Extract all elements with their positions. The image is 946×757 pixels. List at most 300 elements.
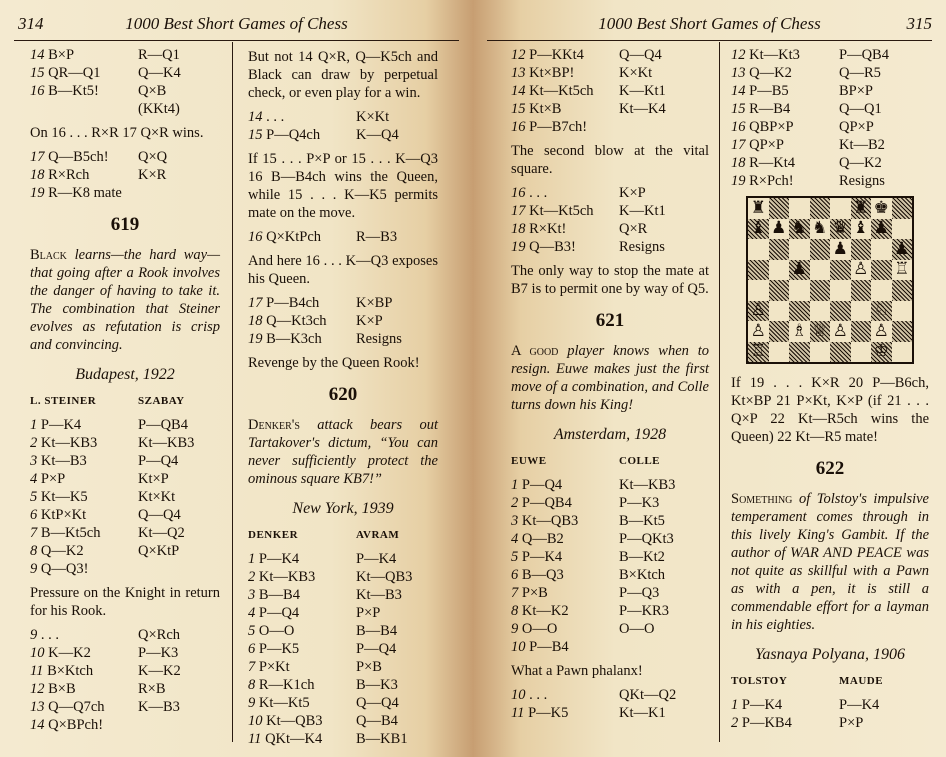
- move-row: [511, 602, 709, 620]
- white-move-text: P—K4: [40, 417, 82, 433]
- white-move-text: P—Q4: [521, 477, 563, 493]
- board-square: [789, 239, 810, 260]
- black-move: P—QKt3: [619, 531, 674, 547]
- white-move: [30, 506, 138, 524]
- white-move-text: Kt×B: [529, 101, 562, 117]
- white-move-text: B—Q3: [521, 567, 564, 583]
- white-move: [248, 294, 356, 312]
- black-move: B—KB1: [356, 731, 408, 747]
- white-move-text: Kt—Kt5ch: [529, 83, 594, 99]
- board-square: [748, 260, 769, 281]
- move-number: 2: [511, 495, 519, 511]
- board-square: [851, 239, 872, 260]
- white-move-text: Q—Q3!: [40, 561, 89, 577]
- left-col-1: [30, 46, 220, 734]
- board-square: [789, 301, 810, 322]
- board-square: [871, 280, 892, 301]
- black-move: K—Q4: [356, 127, 399, 143]
- move-number: 16: [511, 119, 526, 135]
- annotation: If 19 . . . K×R 20 P—B6ch, Kt×BP 21 P×Kt, K×P (if 21 . . . Q×P 22 Kt—R5ch wins the Queen) 22 Kt—R5 mate!: [731, 375, 929, 445]
- move-number: 5: [511, 549, 519, 565]
- annotation: What a Pawn phalanx!: [511, 663, 643, 679]
- board-square: [769, 198, 790, 219]
- white-move-text: P—QB4: [521, 495, 572, 511]
- move-number: 14: [731, 83, 746, 99]
- move-row: [511, 202, 709, 220]
- black-player: MAUDE: [839, 675, 884, 687]
- page-number: 314: [18, 14, 44, 33]
- players-header: [511, 452, 709, 470]
- board-square: [851, 321, 872, 342]
- move-number: 17: [30, 149, 45, 165]
- white-move: [511, 512, 619, 530]
- white-move: [511, 584, 619, 602]
- white-move: [30, 716, 138, 734]
- move-number: 11: [511, 705, 525, 721]
- move-row: [30, 100, 220, 118]
- move-list: [30, 626, 220, 734]
- black-move: Q×R: [619, 221, 648, 237]
- white-move-text: B×B: [48, 681, 76, 697]
- move-row: [248, 712, 438, 730]
- move-number: 10: [511, 639, 526, 655]
- move-row: [248, 694, 438, 712]
- white-move-text: P×B: [521, 585, 548, 601]
- white-move-text: P×P: [40, 471, 66, 487]
- white-move-text: Kt—QB3: [521, 513, 579, 529]
- white-move: [30, 184, 138, 202]
- board-square: [769, 280, 790, 301]
- white-move: [511, 548, 619, 566]
- black-move: Q—Q4: [138, 507, 181, 523]
- move-number: 10: [248, 713, 263, 729]
- white-move: [511, 220, 619, 238]
- move-number: 6: [30, 507, 38, 523]
- move-number: 15: [248, 127, 263, 143]
- black-move: Q—K4: [138, 65, 181, 81]
- white-move-text: P×Kt: [258, 659, 290, 675]
- white-move-text: P—K4: [258, 551, 300, 567]
- white-move: [30, 452, 138, 470]
- black-move: P—KR3: [619, 603, 669, 619]
- annotation: If 15 . . . P×P or 15 . . . K—Q3 16 B—B4ch wins the Queen, while 15 . . . K—K5 permits mate on the move.: [248, 151, 438, 221]
- move-number: 9: [30, 627, 38, 643]
- white-move-text: P—KKt4: [529, 47, 584, 63]
- black-player: AVRAM: [356, 529, 400, 541]
- move-number: 16: [731, 119, 746, 135]
- board-piece: ♟: [892, 239, 913, 260]
- move-number: 2: [248, 569, 256, 585]
- move-row: [511, 494, 709, 512]
- move-number: 6: [511, 567, 519, 583]
- annotation: The only way to stop the mate at B7 is to permit one by way of Q5.: [511, 263, 709, 297]
- white-move: [30, 64, 138, 82]
- white-move: [30, 524, 138, 542]
- board-piece: ♙: [851, 260, 872, 281]
- intro-lead: Denker's: [248, 417, 300, 433]
- move-row: [248, 294, 438, 312]
- move-number: 6: [248, 641, 256, 657]
- move-number: 8: [248, 677, 256, 693]
- move-number: 3: [30, 453, 38, 469]
- white-move-text: Kt—KB3: [258, 569, 316, 585]
- white-player: EUWE: [511, 455, 547, 467]
- white-move: [30, 100, 138, 118]
- black-move: BP×P: [839, 83, 873, 99]
- move-row: [511, 100, 709, 118]
- move-row: [511, 704, 709, 722]
- game-number: 622: [815, 458, 845, 479]
- board-square: [769, 342, 790, 363]
- white-move: [511, 184, 619, 202]
- move-row: [30, 560, 220, 578]
- move-row: [511, 530, 709, 548]
- black-move: QKt—Q2: [619, 687, 677, 703]
- move-number: 19: [248, 331, 263, 347]
- annotation: But not 14 Q×R, Q—K5ch and Black can draw by perpetual check, or even play for a win.: [248, 49, 438, 101]
- board-piece: ♙: [830, 321, 851, 342]
- move-number: 11: [248, 731, 262, 747]
- move-number: 19: [511, 239, 526, 255]
- white-move: [30, 470, 138, 488]
- board-piece: ♟: [871, 219, 892, 240]
- move-number: 18: [731, 155, 746, 171]
- board-square: [810, 239, 831, 260]
- move-number: 11: [30, 663, 44, 679]
- board-square: [851, 280, 872, 301]
- black-move: K×R: [138, 167, 167, 183]
- board-piece: ♙: [748, 321, 769, 342]
- black-move: K×Kt: [356, 109, 390, 125]
- black-move: K×P: [619, 185, 646, 201]
- black-move: K—Kt1: [619, 203, 666, 219]
- move-row: [30, 662, 220, 680]
- white-move: [248, 604, 356, 622]
- board-piece: ♟: [769, 219, 790, 240]
- move-list: [511, 184, 709, 256]
- black-move: Q×Rch: [138, 627, 181, 643]
- white-move: [731, 82, 839, 100]
- move-row: [731, 696, 929, 714]
- move-number: 4: [511, 531, 519, 547]
- move-list: [248, 550, 438, 748]
- intro-text: attack bears out Tartakover's dictum, “You can never sufficiently protect the ominous square KB7!”: [248, 417, 438, 487]
- black-move: Kt—Q2: [138, 525, 185, 541]
- move-row: [30, 416, 220, 434]
- white-move-text: Q—B2: [521, 531, 564, 547]
- move-number: 18: [511, 221, 526, 237]
- board-piece: ♚: [871, 198, 892, 219]
- board-piece: ♞: [789, 219, 810, 240]
- white-move-text: P—B4ch: [266, 295, 320, 311]
- black-move: Q—R5: [839, 65, 881, 81]
- black-move: Kt—KB3: [138, 435, 195, 451]
- white-move-text: . . .: [529, 687, 548, 703]
- white-player: L. STEINER: [30, 395, 97, 407]
- board-square: [892, 321, 913, 342]
- black-move: (KKt4): [138, 101, 180, 117]
- move-list: [511, 46, 709, 136]
- white-move: [248, 330, 356, 348]
- move-row: [731, 714, 929, 732]
- move-row: [731, 154, 929, 172]
- white-move-text: B—Kt5!: [48, 83, 99, 99]
- black-move: B—Kt5: [619, 513, 665, 529]
- move-number: 13: [731, 65, 746, 81]
- white-move: [30, 434, 138, 452]
- black-move: R—Q1: [138, 47, 180, 63]
- white-move-text: R—B4: [749, 101, 791, 117]
- move-number: 15: [30, 65, 45, 81]
- move-number: 17: [731, 137, 746, 153]
- black-move: K—B3: [138, 699, 180, 715]
- white-move: [731, 154, 839, 172]
- white-move-text: Kt—Kt5ch: [529, 203, 594, 219]
- move-row: [511, 46, 709, 64]
- white-move: [511, 202, 619, 220]
- move-row: [511, 686, 709, 704]
- move-list: [248, 228, 438, 246]
- black-move: P×P: [356, 605, 381, 621]
- black-move: Kt—B3: [356, 587, 402, 603]
- intro-text: learns—the hard way—that going after a Rook involves the danger of having to take it. The combination that Steiner evolves as refutation is crisp and convincing.: [30, 247, 221, 353]
- white-move: [30, 680, 138, 698]
- white-move: [30, 488, 138, 506]
- white-move: [30, 166, 138, 184]
- move-row: [248, 108, 438, 126]
- black-move: P—Q3: [619, 585, 660, 601]
- board-square: [769, 321, 790, 342]
- move-row: [511, 584, 709, 602]
- white-move: [248, 730, 356, 748]
- move-number: 8: [511, 603, 519, 619]
- black-move: Q—K2: [839, 155, 882, 171]
- white-move-text: . . .: [266, 109, 285, 125]
- move-row: [511, 638, 709, 656]
- move-row: [30, 470, 220, 488]
- move-row: [731, 136, 929, 154]
- board-square: [789, 280, 810, 301]
- move-row: [248, 622, 438, 640]
- white-move: [248, 694, 356, 712]
- white-move: [30, 698, 138, 716]
- black-player: SZABAY: [138, 395, 185, 407]
- board-square: [871, 260, 892, 281]
- move-row: [248, 676, 438, 694]
- white-move: [731, 46, 839, 64]
- white-move: [30, 416, 138, 434]
- move-row: [30, 434, 220, 452]
- white-move: [511, 476, 619, 494]
- white-move: [511, 46, 619, 64]
- white-move: [248, 568, 356, 586]
- board-square: [892, 280, 913, 301]
- game-number: 619: [110, 214, 140, 235]
- white-move-text: QR—Q1: [48, 65, 101, 81]
- move-number: 13: [30, 699, 45, 715]
- move-list: [511, 686, 709, 722]
- move-number: 9: [248, 695, 256, 711]
- black-move: Resigns: [839, 173, 885, 189]
- black-move: Q×Q: [138, 149, 168, 165]
- move-row: [248, 126, 438, 144]
- move-row: [731, 46, 929, 64]
- black-move: B—K3: [356, 677, 398, 693]
- black-move: P—Q4: [138, 453, 179, 469]
- board-square: [789, 342, 810, 363]
- white-move-text: R—K8 mate: [48, 185, 122, 201]
- white-move-text: R×Pch!: [749, 173, 794, 189]
- game-event: New York, 1939: [292, 500, 394, 517]
- white-move-text: Q×BPch!: [48, 717, 104, 733]
- board-square: [810, 301, 831, 322]
- move-row: [30, 184, 220, 202]
- move-row: [30, 680, 220, 698]
- white-move: [248, 676, 356, 694]
- white-move: [30, 560, 138, 578]
- black-move: P—QB4: [839, 47, 889, 63]
- white-move: [511, 238, 619, 256]
- players-header: [248, 526, 438, 544]
- black-move: B—Kt2: [619, 549, 665, 565]
- move-list: [30, 416, 220, 578]
- board-piece: ♟: [830, 239, 851, 260]
- move-row: [511, 220, 709, 238]
- white-move: [248, 586, 356, 604]
- players-header: [731, 672, 929, 690]
- black-move: Resigns: [619, 239, 665, 255]
- board-square: [871, 239, 892, 260]
- black-move: P×P: [839, 715, 864, 731]
- white-move-text: Q—K2: [40, 543, 84, 559]
- black-move: R×B: [138, 681, 166, 697]
- move-number: 1: [731, 697, 739, 713]
- move-number: 18: [30, 167, 45, 183]
- board-piece: ♙: [871, 321, 892, 342]
- move-number: 12: [511, 47, 526, 63]
- board-square: [810, 260, 831, 281]
- right-col-2: [731, 46, 929, 732]
- white-move-text: P—K4: [741, 697, 783, 713]
- intro-text: player knows when to resign. Euwe makes just the first move of a combination, and Colle turns down his King!: [511, 343, 710, 413]
- board-piece: ♗: [789, 321, 810, 342]
- annotation: The second blow at the vital square.: [511, 143, 709, 177]
- white-move-text: Kt—KB3: [40, 435, 98, 451]
- white-move: [511, 686, 619, 704]
- board-piece: ♜: [851, 198, 872, 219]
- intro-text: of Tolstoy's impulsive temperament comes through in this lively King's Gambit. If the author of WAR AND PEACE was not quite as skillful with a Pawn as with a pen, it is still a commendable effort for a layman in his eighties.: [731, 491, 929, 633]
- black-move: K×BP: [356, 295, 393, 311]
- annotation: Pressure on the Knight in return for his Rook.: [30, 585, 220, 619]
- white-move: [511, 566, 619, 584]
- white-move-text: Q—B5ch!: [48, 149, 109, 165]
- players-header: [30, 392, 220, 410]
- white-move: [248, 550, 356, 568]
- white-move: [30, 542, 138, 560]
- white-move: [248, 622, 356, 640]
- move-list: [511, 476, 709, 656]
- annotation: On 16 . . . R×R 17 Q×R wins.: [30, 125, 204, 141]
- move-list: [30, 46, 220, 118]
- black-move: P—Q4: [356, 641, 397, 657]
- white-move-text: Kt—B3: [40, 453, 87, 469]
- white-move-text: R×Rch: [48, 167, 90, 183]
- page-number: 315: [906, 14, 932, 33]
- board-piece: ♖: [748, 342, 769, 363]
- move-number: 19: [731, 173, 746, 189]
- white-move: [511, 118, 619, 136]
- white-move: [30, 644, 138, 662]
- move-row: [248, 568, 438, 586]
- white-player: DENKER: [248, 529, 299, 541]
- move-number: 9: [511, 621, 519, 637]
- white-move: [731, 64, 839, 82]
- board-square: [769, 260, 790, 281]
- column-divider: [232, 42, 233, 742]
- move-number: 10: [30, 645, 45, 661]
- white-move: [511, 494, 619, 512]
- move-row: [731, 118, 929, 136]
- white-move-text: R—K1ch: [258, 677, 315, 693]
- header-rule: [487, 40, 932, 41]
- running-title: 1000 Best Short Games of Chess: [125, 14, 348, 33]
- white-move: [30, 82, 138, 100]
- black-move: Q×KtP: [138, 543, 180, 559]
- white-move-text: B—B4: [258, 587, 300, 603]
- move-row: [30, 64, 220, 82]
- move-row: [30, 506, 220, 524]
- white-move: [731, 118, 839, 136]
- white-move: [248, 712, 356, 730]
- move-number: 15: [511, 101, 526, 117]
- move-row: [30, 46, 220, 64]
- move-number: 16: [511, 185, 526, 201]
- white-move-text: QKt—K4: [265, 731, 323, 747]
- board-piece: ♔: [871, 342, 892, 363]
- black-move: Kt—KB3: [619, 477, 676, 493]
- board-square: [830, 260, 851, 281]
- game-intro: [248, 416, 438, 488]
- black-move: P—K3: [619, 495, 660, 511]
- board-piece: ♙: [748, 301, 769, 322]
- black-move: Resigns: [356, 331, 402, 347]
- move-row: [511, 82, 709, 100]
- white-move-text: . . .: [529, 185, 548, 201]
- white-move: [511, 704, 619, 722]
- white-player: TOLSTOY: [731, 675, 788, 687]
- game-intro: [511, 342, 709, 414]
- black-player: COLLE: [619, 455, 661, 467]
- white-move-text: B×P: [48, 47, 75, 63]
- black-move: Kt—B2: [839, 137, 885, 153]
- black-move: P×B: [356, 659, 382, 675]
- move-row: [248, 312, 438, 330]
- white-move-text: O—O: [258, 623, 295, 639]
- white-move: [731, 136, 839, 154]
- white-move: [511, 64, 619, 82]
- white-move: [30, 626, 138, 644]
- white-move-text: KtP×Kt: [40, 507, 87, 523]
- black-move: Q×B: [138, 83, 167, 99]
- black-move: K×P: [356, 313, 383, 329]
- board-square: [810, 342, 831, 363]
- board-piece: ♟: [789, 260, 810, 281]
- white-move: [511, 620, 619, 638]
- black-move: O—O: [619, 621, 655, 637]
- move-number: 18: [248, 313, 263, 329]
- white-move: [511, 82, 619, 100]
- game-event: Budapest, 1922: [75, 366, 175, 383]
